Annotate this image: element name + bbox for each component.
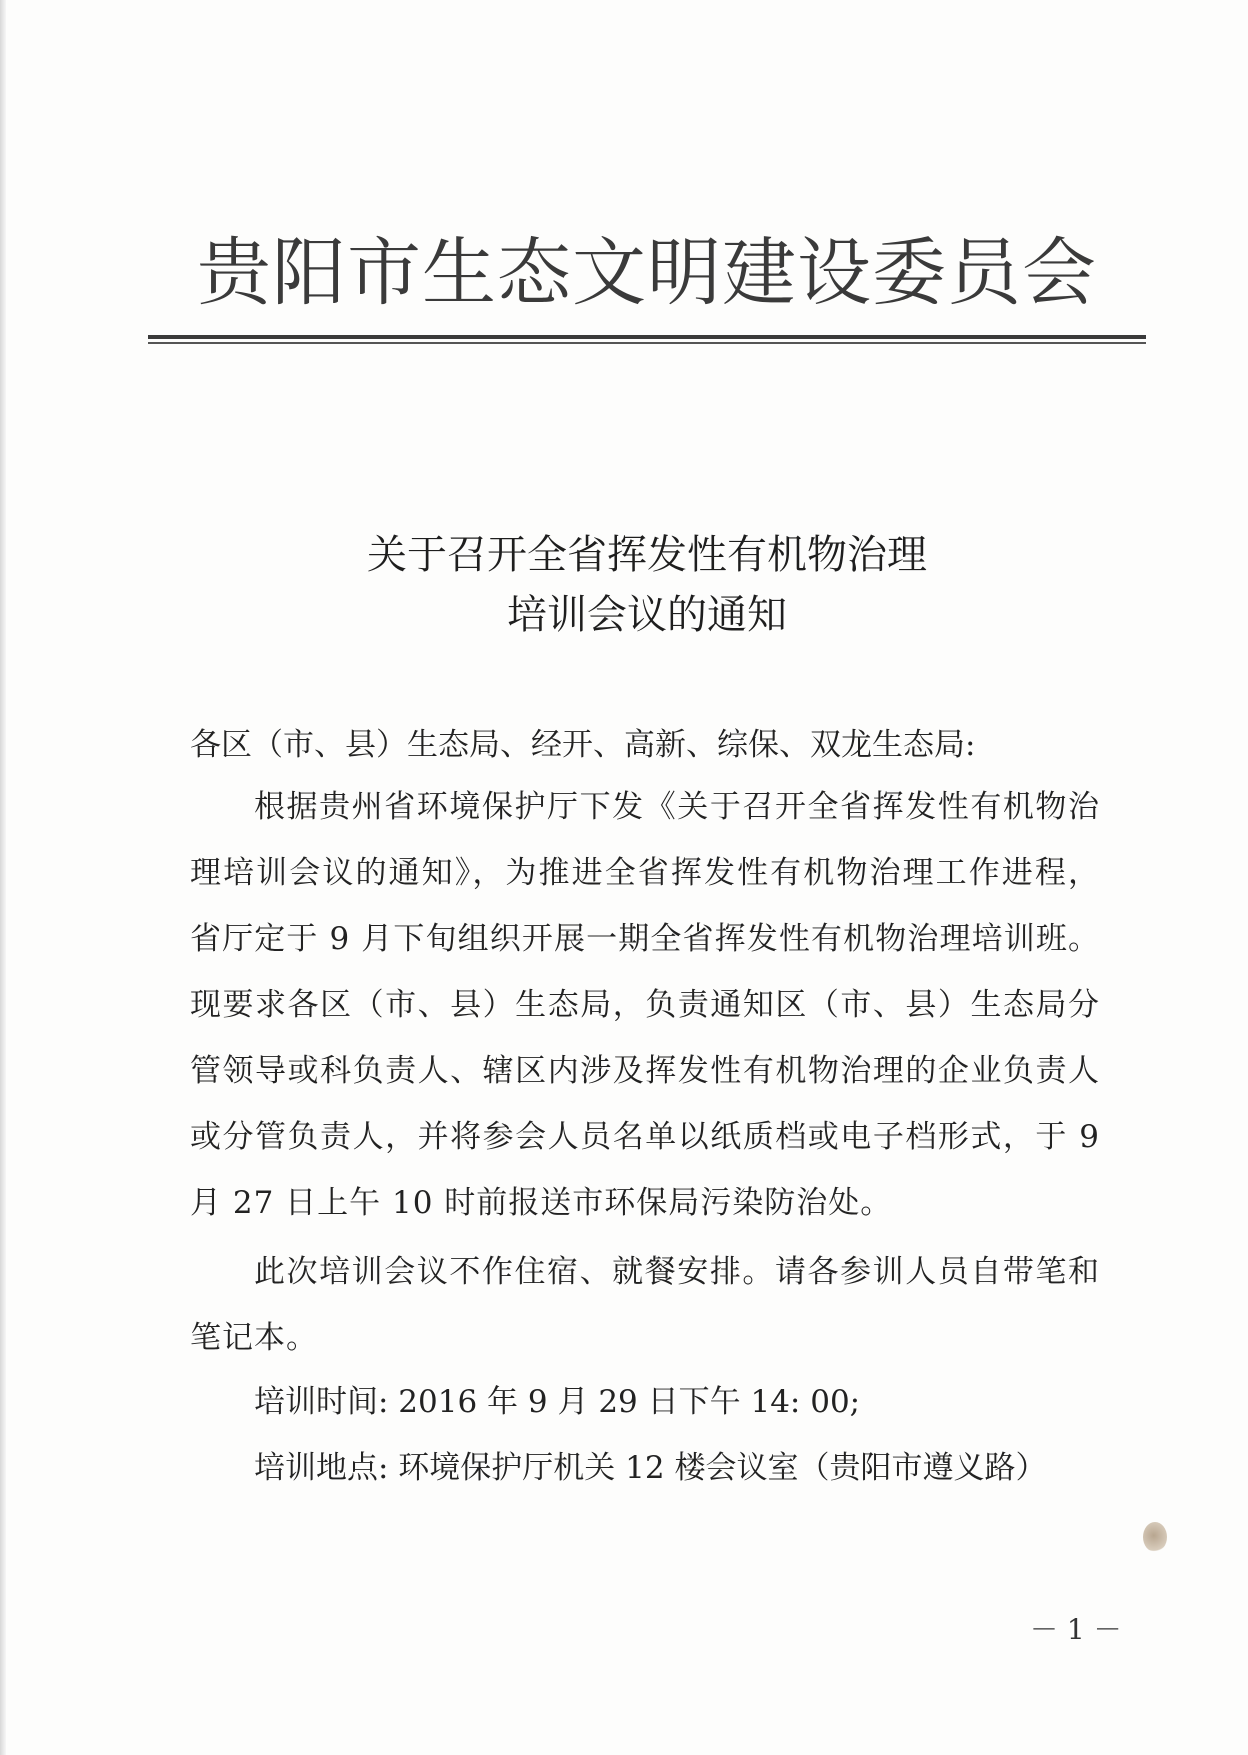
addressee: 各区（市、县）生态局、经开、高新、综保、双龙生态局:: [190, 727, 976, 763]
letterhead-rule-thick: [148, 335, 1146, 339]
training-time: 培训时间: 2016 年 9 月 29 日下午 14: 00;: [254, 1384, 861, 1420]
notice-title-line-2: 培训会议的通知: [507, 592, 787, 638]
page-number: － 1 －: [1030, 1613, 1122, 1646]
letterhead-title: 贵阳市生态文明建设委员会: [197, 230, 1097, 316]
training-location: 培训地点: 环境保护厅机关 12 楼会议室（贵阳市遵义路）: [254, 1450, 1047, 1486]
body-paragraph-1: 根据贵州省环境保护厅下发《关于召开全省挥发性有机物治理培训会议的通知》，为推进全省挥发性有机物治理工作进程，省厅定于 9 月下旬组织开展一期全省挥发性有机物治理培训班。现要求各区（市、县）生态局，负责通知区（市、县）生态局分管领导或科负责人、辖区内涉及挥发性有机物治理的企业负责人或分管负责人，并将参会人员名单以纸质档或电子档形式，于 9 月 27 日上午 10 时前报送市环保局污染防治处。: [190, 789, 1100, 1221]
notice-title-line-1: 关于召开全省挥发性有机物治理: [367, 532, 927, 578]
ink-smudge: [1143, 1522, 1167, 1552]
letterhead-rule-thin: [148, 342, 1146, 344]
scan-edge: [0, 0, 6, 1755]
body-paragraph-2: 此次培训会议不作住宿、就餐安排。请各参训人员自带笔和笔记本。: [190, 1254, 1100, 1356]
